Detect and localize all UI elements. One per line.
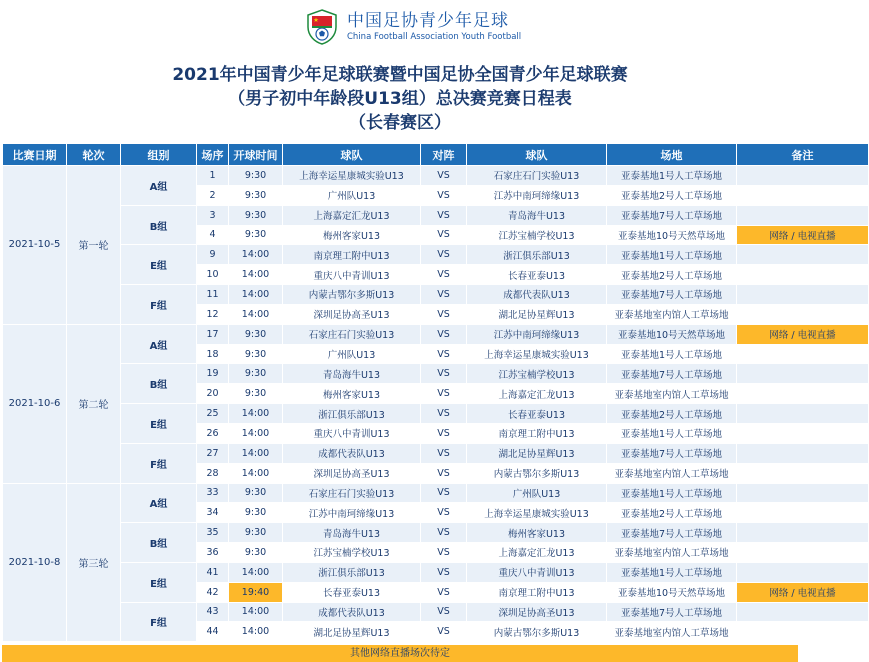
kickoff-time: 14:00 [229, 404, 283, 424]
venue: 亚泰基地7号人工草场地 [607, 523, 737, 543]
kickoff-time: 9:30 [229, 344, 283, 364]
venue: 亚泰基地10号天然草场地 [607, 324, 737, 344]
home-team: 内蒙古鄂尔多斯U13 [283, 285, 421, 305]
vs-label: VS [421, 225, 467, 245]
table-row [3, 483, 869, 503]
group-name: E组 [121, 404, 197, 444]
schedule-body [3, 166, 869, 642]
group-name: B组 [121, 364, 197, 404]
venue: 亚泰基地2号人工草场地 [607, 404, 737, 424]
home-team: 江苏中南珂缔缘U13 [283, 503, 421, 523]
remark [737, 423, 869, 443]
vs-label: VS [421, 344, 467, 364]
away-team: 湖北足协星辉U13 [467, 443, 607, 463]
vs-label: VS [421, 265, 467, 285]
match-no: 4 [197, 225, 229, 245]
table-row [3, 443, 869, 463]
kickoff-time: 14:00 [229, 443, 283, 463]
remark [737, 185, 869, 205]
away-team: 上海幸运星康城实验U13 [467, 503, 607, 523]
remark [737, 483, 869, 503]
venue: 亚泰基地7号人工草场地 [607, 205, 737, 225]
remark [737, 543, 869, 563]
home-team: 成都代表队U13 [283, 443, 421, 463]
col-date-header: 比赛日期 [3, 144, 67, 166]
vs-label: VS [421, 582, 467, 602]
match-no: 1 [197, 166, 229, 186]
remark: 网络 / 电视直播 [737, 324, 869, 344]
vs-label: VS [421, 443, 467, 463]
away-team: 成都代表队U13 [467, 285, 607, 305]
venue: 亚泰基地室内馆人工草场地 [607, 304, 737, 324]
kickoff-time: 9:30 [229, 543, 283, 563]
match-no: 36 [197, 543, 229, 563]
away-team: 上海嘉定汇龙U13 [467, 384, 607, 404]
away-team: 江苏宝楠学校U13 [467, 364, 607, 384]
remark [737, 384, 869, 404]
home-team: 石家庄石门实验U13 [283, 483, 421, 503]
vs-label: VS [421, 384, 467, 404]
match-no: 3 [197, 205, 229, 225]
table-row [3, 205, 869, 225]
away-team: 长春亚泰U13 [467, 265, 607, 285]
remark [737, 166, 869, 186]
table-header-row [3, 144, 869, 166]
group-name: F组 [121, 443, 197, 483]
table-row [3, 285, 869, 305]
vs-label: VS [421, 523, 467, 543]
group-name: A组 [121, 166, 197, 206]
match-no: 18 [197, 344, 229, 364]
kickoff-time: 9:30 [229, 166, 283, 186]
kickoff-time: 19:40 [229, 582, 283, 602]
remark [737, 622, 869, 642]
home-team: 南京理工附中U13 [283, 245, 421, 265]
vs-label: VS [421, 503, 467, 523]
home-team: 长春亚泰U13 [283, 582, 421, 602]
vs-label: VS [421, 185, 467, 205]
venue: 亚泰基地7号人工草场地 [607, 602, 737, 622]
table-row [3, 166, 869, 186]
page-title-line3: （长春赛区） [349, 113, 451, 133]
round-name: 第二轮 [67, 324, 121, 483]
away-team: 深圳足协高圣U13 [467, 602, 607, 622]
venue: 亚泰基地2号人工草场地 [607, 503, 737, 523]
round-name: 第一轮 [67, 166, 121, 325]
col-round-header: 轮次 [67, 144, 121, 166]
kickoff-time: 9:30 [229, 384, 283, 404]
away-team: 内蒙古鄂尔多斯U13 [467, 622, 607, 642]
kickoff-time: 9:30 [229, 503, 283, 523]
kickoff-time: 14:00 [229, 423, 283, 443]
remark [737, 562, 869, 582]
home-team: 深圳足协高圣U13 [283, 463, 421, 483]
venue: 亚泰基地室内馆人工草场地 [607, 543, 737, 563]
venue: 亚泰基地室内馆人工草场地 [607, 463, 737, 483]
remark [737, 245, 869, 265]
away-team: 石家庄石门实验U13 [467, 166, 607, 186]
away-team: 南京理工附中U13 [467, 423, 607, 443]
match-no: 28 [197, 463, 229, 483]
match-date: 2021-10-6 [3, 324, 67, 483]
match-no: 33 [197, 483, 229, 503]
home-team: 浙江俱乐部U13 [283, 562, 421, 582]
away-team: 江苏中南珂缔缘U13 [467, 324, 607, 344]
kickoff-time: 9:30 [229, 324, 283, 344]
home-team: 湖北足协星辉U13 [283, 622, 421, 642]
group-name: A组 [121, 324, 197, 364]
home-team: 上海嘉定汇龙U13 [283, 205, 421, 225]
kickoff-time: 9:30 [229, 364, 283, 384]
kickoff-time: 9:30 [229, 225, 283, 245]
away-team: 南京理工附中U13 [467, 582, 607, 602]
remark [737, 602, 869, 622]
org-name-cn: 中国足协青少年足球 [347, 10, 509, 31]
kickoff-time: 14:00 [229, 562, 283, 582]
cfa-logo [305, 8, 521, 46]
remark [737, 304, 869, 324]
match-no: 27 [197, 443, 229, 463]
match-no: 20 [197, 384, 229, 404]
vs-label: VS [421, 404, 467, 424]
match-no: 12 [197, 304, 229, 324]
kickoff-time: 14:00 [229, 602, 283, 622]
away-team: 浙江俱乐部U13 [467, 245, 607, 265]
org-name-en: China Football Association Youth Football [347, 31, 522, 42]
remark [737, 205, 869, 225]
remark: 网络 / 电视直播 [737, 582, 869, 602]
match-no: 25 [197, 404, 229, 424]
match-no: 41 [197, 562, 229, 582]
home-team: 广州队U13 [283, 185, 421, 205]
kickoff-time: 9:30 [229, 483, 283, 503]
vs-label: VS [421, 166, 467, 186]
away-team: 上海幸运星康城实验U13 [467, 344, 607, 364]
table-row [3, 562, 869, 582]
cfa-emblem-icon [305, 9, 339, 45]
kickoff-time: 14:00 [229, 304, 283, 324]
footer-note: 其他网络直播场次待定 [2, 645, 798, 662]
venue: 亚泰基地1号人工草场地 [607, 344, 737, 364]
home-team: 上海幸运星康城实验U13 [283, 166, 421, 186]
home-team: 广州队U13 [283, 344, 421, 364]
group-name: F组 [121, 602, 197, 642]
venue: 亚泰基地10号天然草场地 [607, 225, 737, 245]
vs-label: VS [421, 622, 467, 642]
home-team: 重庆八中青训U13 [283, 423, 421, 443]
col-away-team-header: 球队 [467, 144, 607, 166]
venue: 亚泰基地1号人工草场地 [607, 166, 737, 186]
table-row [3, 404, 869, 424]
away-team: 长春亚泰U13 [467, 404, 607, 424]
away-team: 江苏中南珂缔缘U13 [467, 185, 607, 205]
kickoff-time: 14:00 [229, 463, 283, 483]
match-no: 10 [197, 265, 229, 285]
vs-label: VS [421, 364, 467, 384]
col-match-no-header: 场序 [197, 144, 229, 166]
home-team: 梅州客家U13 [283, 225, 421, 245]
home-team: 石家庄石门实验U13 [283, 324, 421, 344]
table-row [3, 245, 869, 265]
match-no: 42 [197, 582, 229, 602]
kickoff-time: 9:30 [229, 185, 283, 205]
col-kickoff-header: 开球时间 [229, 144, 283, 166]
away-team: 广州队U13 [467, 483, 607, 503]
home-team: 成都代表队U13 [283, 602, 421, 622]
match-no: 9 [197, 245, 229, 265]
vs-label: VS [421, 562, 467, 582]
page-header [0, 0, 800, 140]
home-team: 浙江俱乐部U13 [283, 404, 421, 424]
remark [737, 364, 869, 384]
vs-label: VS [421, 483, 467, 503]
vs-label: VS [421, 245, 467, 265]
match-no: 35 [197, 523, 229, 543]
kickoff-time: 14:00 [229, 622, 283, 642]
match-date: 2021-10-8 [3, 483, 67, 642]
away-team: 青岛海牛U13 [467, 205, 607, 225]
home-team: 青岛海牛U13 [283, 523, 421, 543]
page-title-line1: 2021年中国青少年足球联赛暨中国足协全国青少年足球联赛 [172, 65, 628, 85]
col-group-header: 组别 [121, 144, 197, 166]
match-no: 44 [197, 622, 229, 642]
venue: 亚泰基地1号人工草场地 [607, 483, 737, 503]
away-team: 江苏宝楠学校U13 [467, 225, 607, 245]
vs-label: VS [421, 304, 467, 324]
col-vs-header: 对阵 [421, 144, 467, 166]
home-team: 梅州客家U13 [283, 384, 421, 404]
group-name: A组 [121, 483, 197, 523]
match-no: 2 [197, 185, 229, 205]
group-name: B组 [121, 205, 197, 245]
vs-label: VS [421, 423, 467, 443]
remark: 网络 / 电视直播 [737, 225, 869, 245]
col-venue-header: 场地 [607, 144, 737, 166]
away-team: 重庆八中青训U13 [467, 562, 607, 582]
venue: 亚泰基地7号人工草场地 [607, 364, 737, 384]
remark [737, 344, 869, 364]
home-team: 重庆八中青训U13 [283, 265, 421, 285]
group-name: F组 [121, 285, 197, 325]
venue: 亚泰基地7号人工草场地 [607, 285, 737, 305]
page-title-line2: （男子初中年龄段U13组）总决赛竞赛日程表 [228, 89, 572, 109]
remark [737, 463, 869, 483]
venue: 亚泰基地10号天然草场地 [607, 582, 737, 602]
venue: 亚泰基地2号人工草场地 [607, 265, 737, 285]
venue: 亚泰基地1号人工草场地 [607, 423, 737, 443]
vs-label: VS [421, 324, 467, 344]
remark [737, 523, 869, 543]
schedule-table [2, 143, 869, 642]
table-row [3, 602, 869, 622]
kickoff-time: 9:30 [229, 523, 283, 543]
remark [737, 285, 869, 305]
away-team: 上海嘉定汇龙U13 [467, 543, 607, 563]
vs-label: VS [421, 463, 467, 483]
match-no: 17 [197, 324, 229, 344]
home-team: 青岛海牛U13 [283, 364, 421, 384]
kickoff-time: 14:00 [229, 285, 283, 305]
match-no: 11 [197, 285, 229, 305]
venue: 亚泰基地1号人工草场地 [607, 245, 737, 265]
home-team: 深圳足协高圣U13 [283, 304, 421, 324]
match-date: 2021-10-5 [3, 166, 67, 325]
vs-label: VS [421, 543, 467, 563]
away-team: 内蒙古鄂尔多斯U13 [467, 463, 607, 483]
home-team: 江苏宝楠学校U13 [283, 543, 421, 563]
kickoff-time: 9:30 [229, 205, 283, 225]
remark [737, 265, 869, 285]
group-name: E组 [121, 245, 197, 285]
remark [737, 443, 869, 463]
table-row [3, 523, 869, 543]
round-name: 第三轮 [67, 483, 121, 642]
table-row [3, 324, 869, 344]
vs-label: VS [421, 285, 467, 305]
match-no: 43 [197, 602, 229, 622]
venue: 亚泰基地室内馆人工草场地 [607, 622, 737, 642]
kickoff-time: 14:00 [229, 245, 283, 265]
kickoff-time: 14:00 [229, 265, 283, 285]
group-name: B组 [121, 523, 197, 563]
col-home-team-header: 球队 [283, 144, 421, 166]
venue: 亚泰基地室内馆人工草场地 [607, 384, 737, 404]
remark [737, 503, 869, 523]
vs-label: VS [421, 205, 467, 225]
venue: 亚泰基地7号人工草场地 [607, 443, 737, 463]
col-remark-header: 备注 [737, 144, 869, 166]
venue: 亚泰基地1号人工草场地 [607, 562, 737, 582]
group-name: E组 [121, 562, 197, 602]
match-no: 26 [197, 423, 229, 443]
match-no: 34 [197, 503, 229, 523]
away-team: 梅州客家U13 [467, 523, 607, 543]
table-row [3, 364, 869, 384]
away-team: 湖北足协星辉U13 [467, 304, 607, 324]
match-no: 19 [197, 364, 229, 384]
remark [737, 404, 869, 424]
venue: 亚泰基地2号人工草场地 [607, 185, 737, 205]
vs-label: VS [421, 602, 467, 622]
